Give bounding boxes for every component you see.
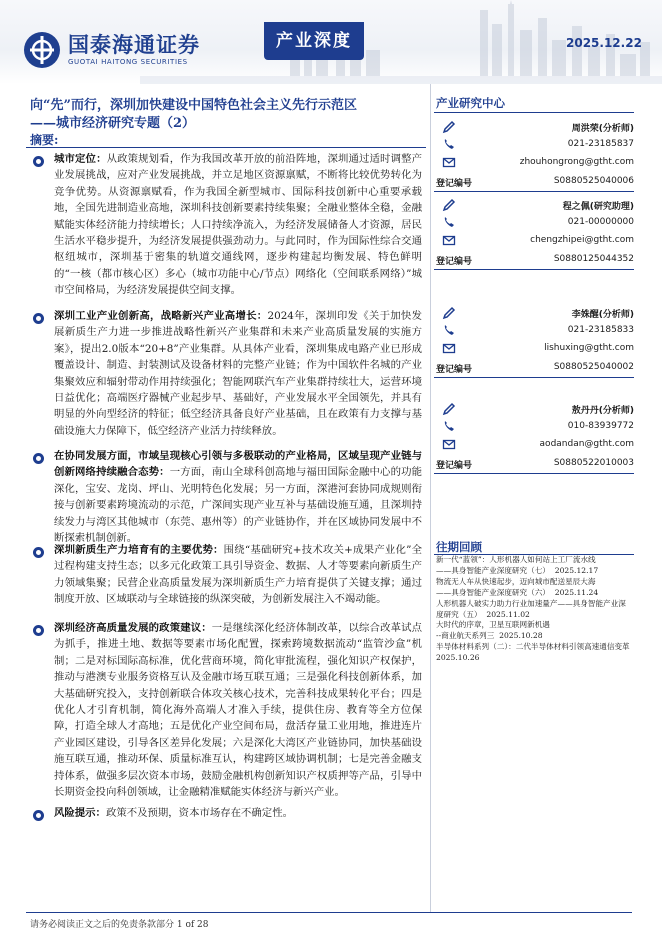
analyst-email[interactable]: chengzhipei@gtht.com [530,235,634,245]
bullet-icon [33,453,44,464]
registration-number: S0880522010003 [553,458,634,468]
analyst-divider [434,377,634,378]
pen-icon [442,198,456,212]
paragraph-text: 围绕“基础研究+技术攻关+成果产业化”全过程构建支持生态；以多元化政策工具引导资金、数据、人才等要素向新质生产力领域集聚；民营企业高质量发展为深圳新质生产力培育提供了关键支撑；通过制度开放、区域联动与全球链接的纵深突破，为创新发展注入不竭动能。 [54,544,422,606]
paragraph-text: 一方面，南山全球科创高地与福田国际金融中心的功能深化，宝安、龙岗、坪山、光明特色化发展；另一方面，深港河套协同成规则衔接与创新要素跨境流动的示范，广深间实现产业互补与基础设施互通，且深圳持续发力与湾区其他城市（东莞、惠州等）的产业链协作，并在区域协同发展中不断探索机制创新。 [54,466,423,545]
past-report-link[interactable]: 新一代“蓝领”：人形机器人如何站上工厂流水线 ——具身智能产业深度研究（七） 2025.12.17 [436,555,599,575]
analyst-email[interactable]: aodandan@gtht.com [539,439,634,449]
analyst-divider [434,473,634,474]
analyst-card [434,398,634,490]
email-icon [442,155,456,169]
past-reports-list [436,555,635,664]
summary-paragraph [54,805,422,821]
analyst-phone: 021-23185837 [567,139,634,149]
summary-label: 摘要: [30,133,59,147]
registration-label: 登记编号 [436,365,473,375]
logo-english-name: GUOTAI HAITONG SECURITIES [68,58,188,66]
paragraph-lead: 深圳新质生产力培育有的主要优势： [54,544,224,556]
paragraph-text: 从政策规划看，作为我国改革开放的前沿阵地，深圳通过适时调整产业发展挑战，应对产业发展挑战，并立足地区资源禀赋，不断将比较优势转化为竞争优势。从资源禀赋看，作为我国全新型城市、国际科技创新中心重要承载地，全国先进制造业高地，深圳科技创新要素持续集聚；全融业整体全稳，金融赋能实体经济能力持续增长；人口持续净流入，为经济发展储备人才资源，居民生活水平稳步提升，为经济发展提供强劲动力。与此同时，作为国际性综合交通枢纽城市，深圳基于密集的轨道交通线网，逐步构建起均衡发展、特色鲜明的“一核（都市核心区）多心（城市功能中心/节点）网络化（空间联系网络）”城市空间格局，为经济发展提供空间支撑。 [54,153,423,297]
phone-icon [442,215,456,229]
summary-paragraph [54,542,422,608]
past-reports-title: 往期回顾 [436,540,482,554]
analyst-card [434,302,634,394]
summary-paragraph [54,620,422,800]
paragraph-text: 政策不及预期，资本市场存在不确定性。 [105,807,293,819]
past-report-link[interactable]: 半导体材料系列（二）：二代半导体材料引领高速通信变革 2025.10.26 [436,642,635,663]
bullet-icon [33,156,44,167]
bullet-icon [33,625,44,636]
past-report-link[interactable]: 大时代的序章，卫星互联网新机遇 --商业航天系列三 2025.10.28 [436,620,550,641]
summary-paragraph [54,448,422,546]
analyst-phone: 010-83939772 [567,421,634,431]
registration-label: 登记编号 [436,257,473,267]
phone-icon [442,323,456,337]
email-icon [442,341,456,355]
pen-icon [442,402,456,416]
paragraph-lead: 深圳工业产业创新高，战略新兴产业高增长： [54,310,268,322]
bullet-icon [33,810,44,821]
pen-icon [442,120,456,134]
pen-icon [442,306,456,320]
analyst-phone: 021-23185833 [567,325,634,335]
email-icon [442,437,456,451]
footer-divider [26,912,632,913]
registration-number: S0880525040002 [553,362,634,372]
paragraph-lead: 深圳经济高质量发展的政策建议： [54,622,212,634]
logo-mark-icon [22,30,62,70]
paragraph-lead: 在协同发展方面，市域呈现核心引领与多极联动的产业格局，区域呈现产业链与创新网络持续融合态势： [54,450,422,479]
registration-number: S0880125044352 [553,254,634,264]
analyst-divider [434,269,634,270]
analyst-name: 程之佩(研究助理) [562,202,634,212]
paragraph-text: 一是继续深化经济体制改革，以综合改革试点为抓手，推进土地、数据等要素市场化配置，探索跨境数据流动“监管沙盒”机制；二是对标国际高标准，优化营商环境，简化审批流程，强化知识产权保护，推动与港澳专业服务资格互认及金融市场互联互通；三是强化科技创新体系，加大基础研究投入，支持创新联合体攻关核心技术，完善科技成果转化平台；四是优化人才引育机制，简化海外高端人才准入手续，提供住房、教育等全方位保障，打造全球人才高地；五是优化产业空间布局，盘活存量工业用地，推进连片产业园区建设，引导各区差异化发展；六是深化大湾区产业链协同，加快基础设施互联互通，推动环保、质量标准互认，构建跨区域协调机制；七是完善金融支持体系，做强多层次资本市场，鼓励金融机构创新知识产权质押等产品，引导中长期资金投向科创领域，让金融精准赋能实体经济与新兴产业。 [54,622,423,799]
email-icon [442,233,456,247]
paragraph-text: 2024年，深圳印发《关于加快发展新质生产力进一步推进战略性新兴产业集群和未来产业高质量发展的实施方案》，提出2.0版本“20+8”产业集群。从具体产业看，深圳集成电路产业已形成覆盖设计、制造、封装测试及设备材料的完整产业链；作为中国软件名城的产业集聚效应和辐射带动作用持续强化；智能网联汽车产业集群持续壮大，运营环境日益优化；高端医疗器械产业起步早、基础好，产业发展水平全国领先，并具有明显的外向型经济的特征；低空经济具备良好产业基础，且在政策有力支撑与基础设施大力保障下，低空经济产业活力持续释放。 [54,310,422,437]
phone-icon [442,419,456,433]
logo-chinese-name: 国泰海通证券 [68,33,200,57]
report-type-tag: 产业深度 [264,22,364,60]
research-center-divider [434,112,634,113]
analyst-name: 李姝醒(分析师) [571,310,634,320]
analyst-name: 敖丹丹(分析师) [571,406,634,416]
past-report-link[interactable]: 人形机器人破实力助力行业加速量产——具身智能产业深度研究（五） 2025.11.02 [436,598,626,619]
report-subtitle: ——城市经济研究专题（2） [30,116,196,131]
paragraph-lead: 城市定位： [54,153,107,165]
past-report-link[interactable]: 物流无人车从快速起步，迈向城市配送星辰大海 ——具身智能产业深度研究（六） 2025.11.24 [436,576,599,597]
analyst-name: 周洪荣(分析师) [571,124,634,134]
report-title: 向“先”而行，深圳加快建设中国特色社会主义先行示范区 [30,98,357,113]
summary-paragraph [54,151,422,299]
analyst-email[interactable]: lishuxing@gtht.com [544,343,634,353]
registration-label: 登记编号 [436,461,473,471]
company-logo [22,30,200,70]
footer-disclaimer: 请务必阅读正文之后的免责条款部分 1 of 28 [30,920,209,930]
analyst-phone: 021-00000000 [567,217,634,227]
phone-icon [442,137,456,151]
analyst-email[interactable]: zhouhongrong@gtht.com [519,157,634,167]
paragraph-lead: 风险提示： [54,807,106,819]
registration-label: 登记编号 [436,179,473,189]
column-divider [430,84,431,912]
registration-number: S0880525040006 [553,176,634,186]
analyst-divider [434,191,634,192]
header-banner [0,0,662,84]
summary-paragraph [54,308,422,439]
bullet-icon [33,313,44,324]
analyst-card [434,194,634,286]
bullet-icon [33,547,44,558]
research-center-title: 产业研究中心 [436,96,505,110]
summary-divider [26,147,426,148]
report-date: 2025.12.22 [566,36,642,50]
